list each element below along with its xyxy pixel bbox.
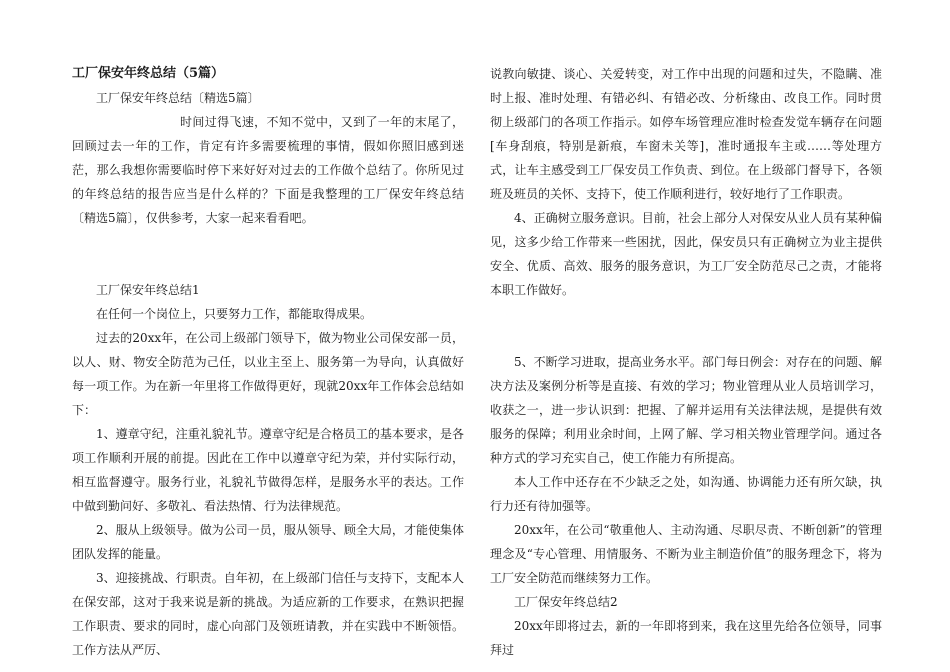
paragraph: 在任何一个岗位上，只要努力工作，都能取得成果。 xyxy=(96,307,373,321)
spacer xyxy=(72,230,464,254)
paragraph: 20xx年，在公司“敬重他人、主动沟通、尽职尽责、不断创新”的管理理念及“专心管理、用情服务、不断为业主制造价值”的服务理念下，将为工厂安全防范而继续努力工作。 xyxy=(490,523,882,585)
section-heading-2: 工厂保安年终总结2 xyxy=(514,595,618,609)
paragraph: 4、正确树立服务意识。目前，社会上部分人对保安从业人员有某种偏见，这多少给工作带来一些困扰，因此，保安员只有正确树立为业主提供安全、优质、高效、服务的服务意识，为工厂安全防范尽己之责，才能将本职工作做好。 xyxy=(490,211,882,297)
paragraph: 2、服从上级领导。做为公司一员，服从领导、顾全大局，才能使集体团队发挥的能量。 xyxy=(72,523,464,561)
spacer xyxy=(72,254,464,278)
paragraph: 5、不断学习进取，提高业务水平。部门每日例会：对存在的问题、解决方法及案例分析等是直接、有效的学习；物业管理从业人员培训学习，收获之一，进一步认识到：把握、了解并运用有关法律法规，是提供有效服务的保障；利用业余时间，上网了解、学习相关物业管理学问。通过各种方式的学习充实自己，使工作能力有所提高。 xyxy=(490,355,882,465)
paragraph: 1、遵章守纪，注重礼貌礼节。遵章守纪是合格员工的基本要求，是各项工作顺利开展的前提。因此在工作中以遵章守纪为荣，并付实际行动，相互监督遵守。服务行业，礼貌礼节做得怎样，是服务水平的表达。工作中做到勤问好、多敬礼、看法热情、行为法律规范。 xyxy=(72,427,464,513)
document-subtitle: 工厂保安年终总结〔精选5篇〕 xyxy=(96,91,260,105)
intro-paragraph: 时间过得飞速，不知不觉中，又到了一年的末尾了，回顾过去一年的工作，肯定有许多需要梳理的事情，假如你照旧感到迷茫，那么我想你需要临时停下来好好对过去的工作做个总结了。你所见过的年终总结的报告应当是什么样的？下面是我整理的工厂保安年终总结〔精选5篇〕，仅供参考，大家一起来看看吧。 xyxy=(72,115,464,225)
section-heading-1: 工厂保安年终总结1 xyxy=(96,283,200,297)
paragraph: 3、迎接挑战、行职责。自年初，在上级部门信任与支持下，支配本人在保安部，这对于我来说是新的挑战。为适应新的工作要求，在熟识把握工作职责、要求的同时，虚心向部门及领班请教，并在实践中不断领悟。工作方法从严厉、 xyxy=(72,571,464,657)
document-title: 工厂保安年终总结（5篇） xyxy=(72,66,225,81)
left-column xyxy=(72,62,464,662)
spacer xyxy=(490,326,882,350)
paragraph: 过去的20xx年，在公司上级部门领导下，做为物业公司保安部一员，以人、财、物安全防范为己任，以业主至上、服务第一为导向，认真做好每一项工作。为在新一年里将工作做得更好，现就20xx年工作体会总结如下： xyxy=(72,331,464,417)
paragraph: 20xx年即将过去，新的一年即将到来，我在这里先给各位领导，同事拜过 xyxy=(490,619,882,657)
right-column xyxy=(490,62,882,662)
paragraph-continued: 说教向敏捷、谈心、关爱转变，对工作中出现的问题和过失，不隐瞒、准时上报、准时处理、有错必纠、有错必改、分析缘由、改良工作。同时贯彻上级部门的各项工作指示。如停车场管理应准时检查发觉车辆存在问题[车身刮痕，特别是新痕，车窗未关等]，准时通报车主或……等处理方式，让车主感受到工厂保安员工作负责、到位。在上级部门督导下，各领班及班员的关怀、支持下，使工作顺利进行，较好地行了工作职责。 xyxy=(490,67,882,201)
spacer xyxy=(490,302,882,326)
paragraph: 本人工作中还存在不少缺乏之处，如沟通、协调能力还有所欠缺，执行力还有待加强等。 xyxy=(490,475,882,513)
